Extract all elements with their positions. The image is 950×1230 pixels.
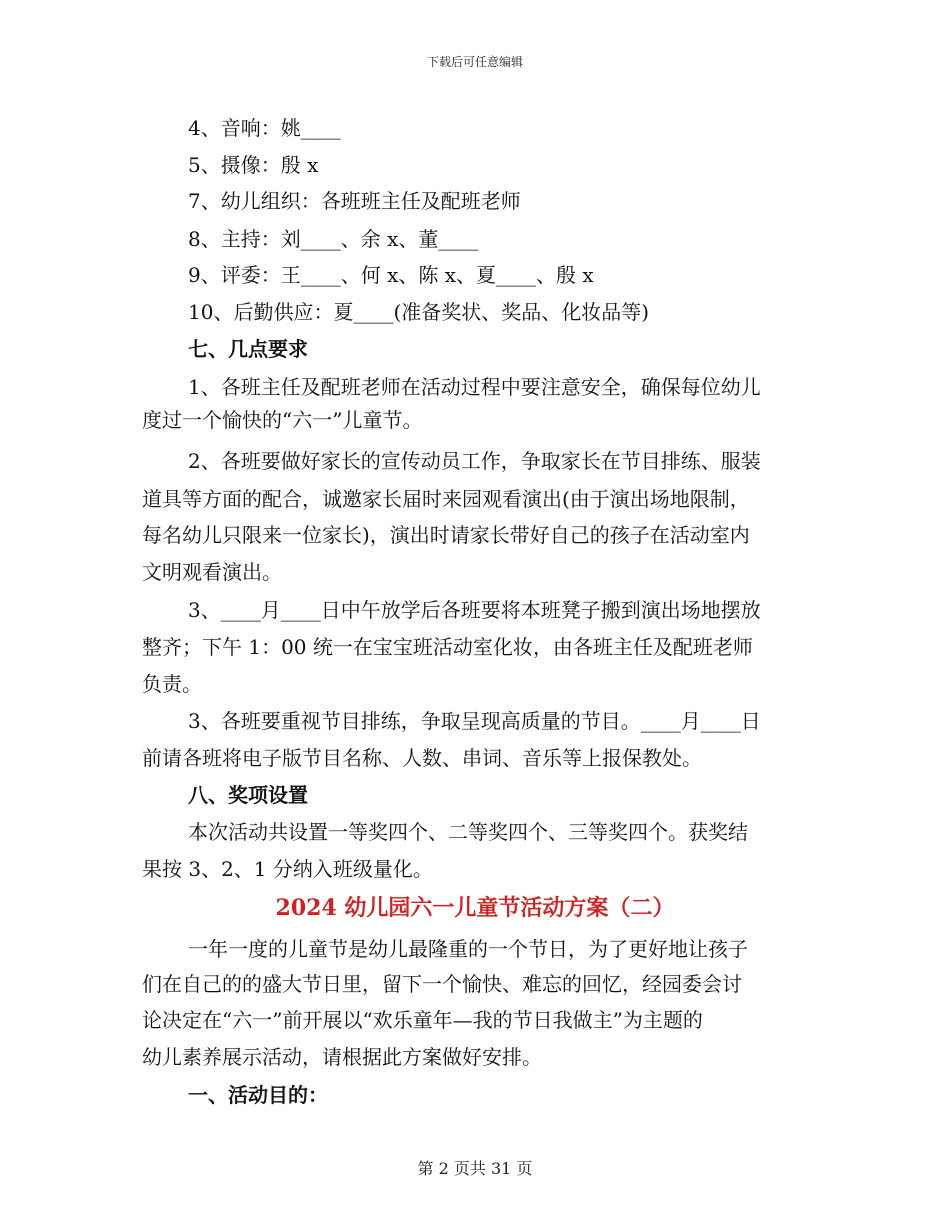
- staff-line: 7、幼儿组织：各班班主任及配班老师: [188, 189, 521, 213]
- page-header-note: 下载后可任意编辑: [426, 55, 523, 69]
- paragraph-line: 论决定在“六一”前开展以“欢乐童年—我的节日我做主”为主题的: [142, 1008, 703, 1032]
- paragraph-line: 文明观看演出。: [142, 560, 282, 584]
- paragraph-line: 前请各班将电子版节目名称、人数、串词、音乐等上报保教处。: [142, 746, 702, 770]
- page-footer: 第 2 页共 31 页: [417, 1159, 533, 1178]
- paragraph-line: 1、各班主任及配班老师在活动过程中要注意安全，确保每位幼儿: [188, 375, 761, 399]
- paragraph-line: 们在自己的的盛大节日里，留下一个愉快、难忘的回忆，经园委会讨: [142, 972, 742, 996]
- section-heading: 八、奖项设置: [188, 783, 308, 807]
- staff-line: 10、后勤供应：夏____(准备奖状、奖品、化妆品等): [188, 300, 650, 324]
- paragraph-line: 道具等方面的配合，诚邀家长届时来园观看演出(由于演出场地限制，: [142, 487, 750, 511]
- staff-line: 8、主持：刘____、余 x、董____: [188, 227, 479, 251]
- section-heading: 七、几点要求: [188, 337, 308, 361]
- paragraph-line: 2、各班要做好家长的宣传动员工作，争取家长在节目排练、服装: [188, 449, 761, 473]
- paragraph-line: 本次活动共设置一等奖四个、二等奖四个、三等奖四个。获奖结: [188, 820, 748, 844]
- paragraph-line: 每名幼儿只限来一位家长)，演出时请家长带好自己的孩子在活动室内: [142, 523, 750, 547]
- paragraph-line: 3、____月____日中午放学后各班要将本班凳子搬到演出场地摆放: [188, 598, 761, 622]
- paragraph-line: 3、各班要重视节目排练，争取呈现高质量的节目。____月____日: [188, 709, 761, 733]
- paragraph-line: 整齐；下午 1：00 统一在宝宝班活动室化妆，由各班主任及配班老师: [142, 635, 753, 659]
- document-title: 2024 幼儿园六一儿童节活动方案（二）: [275, 895, 675, 921]
- paragraph-line: 一年一度的儿童节是幼儿最隆重的一个节日，为了更好地让孩子: [188, 937, 748, 961]
- paragraph-line: 负责。: [142, 672, 202, 696]
- section-heading: 一、活动目的：: [188, 1083, 328, 1107]
- staff-line: 5、摄像：殷 x: [188, 153, 319, 177]
- staff-line: 9、评委：王____、何 x、陈 x、夏____、殷 x: [188, 263, 594, 287]
- paragraph-line: 度过一个愉快的“六一”儿童节。: [142, 408, 423, 432]
- paragraph-line: 幼儿素养展示活动，请根据此方案做好安排。: [142, 1045, 542, 1069]
- paragraph-line: 果按 3、2、1 分纳入班级量化。: [142, 857, 433, 881]
- staff-line: 4、音响：姚____: [188, 116, 341, 140]
